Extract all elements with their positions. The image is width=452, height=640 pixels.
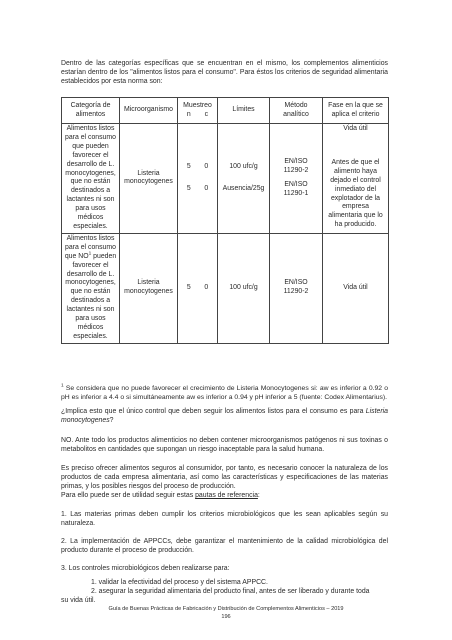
header-fase: Fase en la que se aplica el criterio (323, 98, 389, 124)
row2-microorganismo: Listeria monocytogenes (120, 233, 178, 343)
list-item: 2. La implementación de APPCCs, debe garantizar el mantenimiento de la calidad microbiológica del producto durante el proceso de producción. (61, 538, 388, 555)
footnote: $^1$ Se considera que no puede favorecer el crecimiento de Listeria Monocytogenes si: aw es inferior a 0.92 o pH es inferior a 4.4 o si simultáneamente aw es inferior a 0.94 y pH inferior a 5 (fuente: Codex Alimentarius). (61, 383, 388, 401)
header-c: c (204, 110, 209, 118)
row1-lim1: 100 ufc/g (229, 162, 258, 170)
row2-c: 0 (204, 283, 209, 291)
row1-met2b: 11290-1 (283, 189, 309, 197)
row1-met1a: EN/ISO (284, 158, 308, 166)
no-paragraph: NO. Ante todo los productos alimenticios no deben contener microorganismos patógenos ni sus toxinas o metabolitos en cantidades que supongan un riesgo inaceptable para la salud humana. (61, 437, 388, 454)
header-muestreo (178, 98, 218, 124)
sub-list-item-2: 2. asegurar la seguridad alimentaria del producto final, antes de ser liberado y durante toda (91, 588, 370, 596)
intro-paragraph: Dentro de las categorías específicas que se encuentran en el mismo, los complementos alimenticios estarían dentro de los "alimentos listos para el consumo". Para éstos los criterios de seguridad alimentaria establecidos por esta norma son: (61, 60, 388, 86)
row1-fase (323, 124, 389, 234)
header-metodo: Método analítico (270, 98, 323, 124)
page-footer (0, 605, 452, 621)
row1-c2: 0 (204, 185, 209, 193)
row1-limites (218, 124, 270, 234)
row1-lim2: Ausencia/25g (222, 185, 265, 193)
sub-list (61, 578, 388, 606)
header-microorganismo: Microorganismo (120, 98, 178, 124)
row1-categoria: Alimentos listos para el consumo que pueden favorecer el desarrollo de L. monocytogenes, que no están destinados a lactantes ni son para usos médicos especiales. (62, 124, 120, 234)
sub-list-item-1: 1. validar la efectividad del proceso y del sistema APPCC. (91, 579, 268, 586)
row1-c1: 0 (204, 162, 209, 170)
row2-metb: 11290-2 (283, 288, 309, 296)
pautas-paragraph: Para ello puede ser de utilidad seguir estas pautas de referencia: (61, 492, 260, 499)
row1-met1b: 11290-2 (283, 167, 309, 175)
row1-fase-main: Antes de que el alimento haya dejado el control inmediato del explotador de la empresa alimentaria que lo ha producido. (328, 158, 383, 229)
row2-categoria: Alimentos listos para el consumo que $NO^1$ pueden favorecer el desarrollo de L. monocytogenes, que no están destinados a lactantes ni son para usos médicos especiales. (62, 233, 120, 343)
header-n: n (186, 110, 191, 118)
row1-n1: 5 (186, 162, 191, 170)
preciso-paragraph: Es preciso ofrecer alimentos seguros al consumidor, por tanto, es necesario conocer la naturaleza de los productos de cada empresa alimentaria, así como las características y especificaciones de las materias primas, y los posibles riesgos del proceso de producción. (61, 465, 388, 491)
list-item: 3. Los controles microbiológicos deben realizarse para: (61, 565, 230, 572)
row2-fase: Vida útil (323, 233, 389, 343)
question-paragraph: ¿Implica esto que el único control que deben seguir los alimentos listos para el consumo es para Listeria monocytogenes? (61, 408, 388, 425)
row2-muestreo (178, 233, 218, 343)
row1-n2: 5 (186, 185, 191, 193)
row1-met2a: EN/ISO (284, 180, 308, 188)
header-categoria: Categoría de alimentos (62, 98, 120, 124)
sub-list-item-2-cont: su vida útil. (61, 597, 96, 605)
row1-fase-top: Vida útil (343, 125, 368, 132)
pautas-link: pautas de referencia (195, 492, 258, 499)
row2-meta: EN/ISO (284, 279, 308, 287)
table-row (62, 124, 389, 234)
list-item: 1. Las materias primas deben cumplir los criterios microbiológicos que les sean aplicables según su naturaleza. (61, 511, 388, 528)
table-header-row (62, 98, 389, 124)
page-number: 196 (221, 614, 231, 620)
table-row (62, 233, 389, 343)
row2-metodo (270, 233, 323, 343)
row2-limites: 100 ufc/g (218, 233, 270, 343)
row1-microorganismo: Listeria monocytogenes (120, 124, 178, 234)
header-limites: Límites (218, 98, 270, 124)
row1-muestreo (178, 124, 218, 234)
row2-n: 5 (186, 283, 191, 291)
criteria-table (61, 97, 389, 344)
footer-title: Guía de Buenas Prácticas de Fabricación y Distribución de Complementos Alimenticios – 2019 (108, 606, 344, 612)
header-muestreo-label: Muestreo (183, 101, 212, 109)
row1-metodo (270, 124, 323, 234)
